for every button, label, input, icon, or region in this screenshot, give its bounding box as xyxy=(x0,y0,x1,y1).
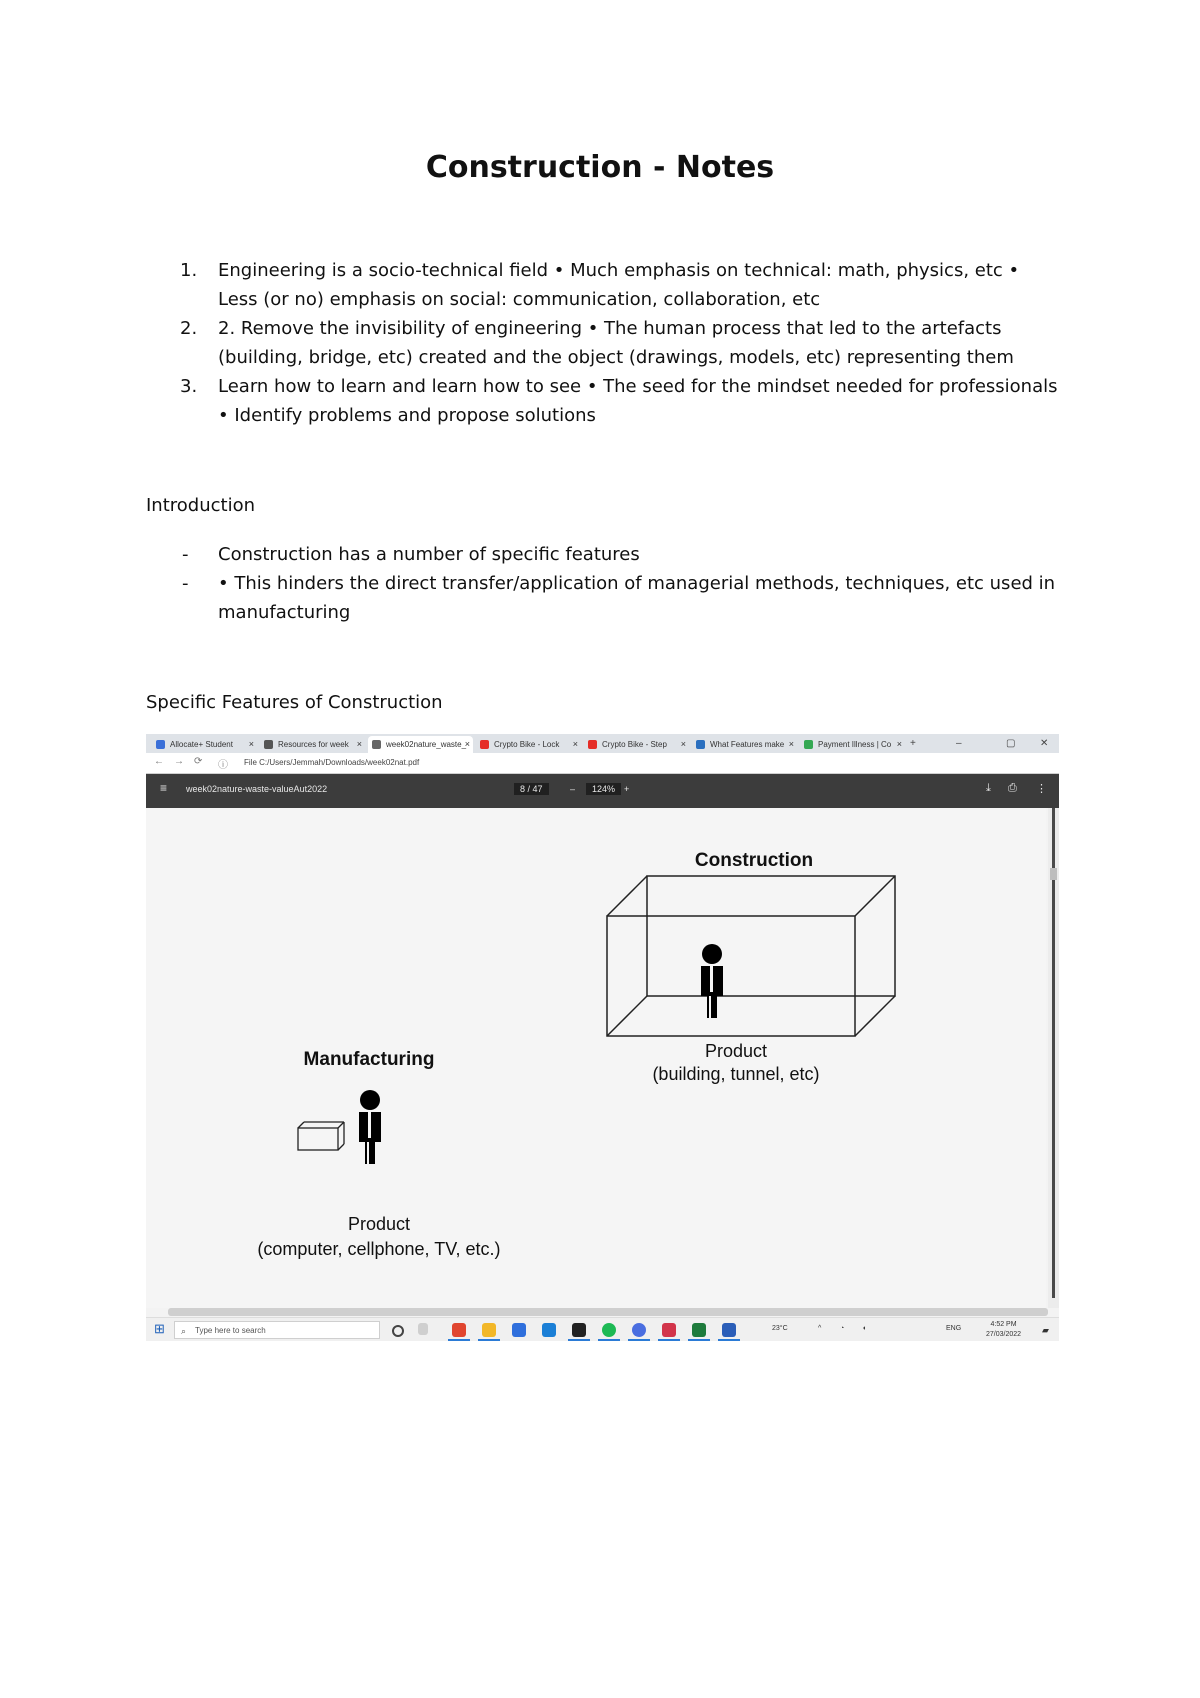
introduction-heading: Introduction xyxy=(146,495,256,516)
construction-vs-manufacturing-diagram xyxy=(146,808,1046,1308)
clock-time: 4:52 PM xyxy=(990,1321,1017,1328)
tray-chevron-icon[interactable]: ^ xyxy=(818,1325,822,1332)
back-icon[interactable]: ← xyxy=(154,756,164,767)
reload-icon[interactable]: ⟳ xyxy=(194,756,203,767)
site-info-icon[interactable]: ⓘ xyxy=(218,760,228,771)
language-indicator[interactable]: ENG xyxy=(946,1325,962,1332)
list-item-text: • This hinders the direct transfer/application of managerial methods, techniques, etc used in manufacturing xyxy=(218,573,1056,623)
url-input[interactable]: File C:/Users/Jemmah/Downloads/week02nat.pdf xyxy=(244,758,420,767)
zoom-in-button[interactable]: + xyxy=(624,784,630,794)
tab-label: Payment Illness | Co xyxy=(818,740,892,749)
taskbar-app-icon[interactable] xyxy=(512,1323,526,1337)
list-item xyxy=(180,540,1060,569)
forward-icon[interactable]: → xyxy=(174,756,184,767)
tab-favicon-icon xyxy=(372,740,381,749)
person-icon xyxy=(359,1090,381,1164)
list-number: 1. xyxy=(180,260,198,281)
start-button[interactable]: ⊞ xyxy=(154,1321,165,1336)
list-item-text: 2. Remove the invisibility of engineering • The human process that led to the artefacts (building, bridge, etc) created and the object (drawings, models, etc) representing them xyxy=(218,318,1014,368)
tab-close-icon[interactable]: × xyxy=(896,739,902,749)
tab-close-icon[interactable]: × xyxy=(788,739,794,749)
windows-taskbar xyxy=(146,1317,1059,1341)
list-dash: - xyxy=(182,573,189,594)
list-item-text: Engineering is a socio-technical field • Much emphasis on technical: math, physics, etc • Less (or no) emphasis on social: communication, collaboration, etc xyxy=(218,260,1020,310)
construction-box xyxy=(607,876,895,1036)
tab-favicon-icon xyxy=(264,740,273,749)
list-number: 3. xyxy=(180,376,198,397)
taskbar-app-icon[interactable] xyxy=(452,1323,466,1337)
network-icon[interactable]: ◔ xyxy=(840,1325,845,1332)
person-icon xyxy=(701,944,723,1018)
taskbar-app-icon[interactable] xyxy=(542,1323,556,1337)
taskbar-search-input[interactable] xyxy=(174,1321,380,1339)
list-item xyxy=(180,569,1060,627)
tab-label: Crypto Bike - Lock xyxy=(494,740,560,749)
numbered-list xyxy=(180,256,1060,430)
list-item-text: Construction has a number of specific features xyxy=(218,544,640,565)
download-icon[interactable]: ⤓ xyxy=(986,782,991,794)
taskbar-app-icon[interactable] xyxy=(662,1323,676,1337)
tab-favicon-icon xyxy=(804,740,813,749)
construction-label: Construction xyxy=(694,850,814,871)
new-tab-button[interactable]: + xyxy=(910,738,916,749)
embedded-screenshot xyxy=(146,734,1059,1341)
horizontal-scrollbar[interactable] xyxy=(168,1308,1048,1316)
print-icon[interactable]: ⎙ xyxy=(1008,782,1017,794)
tab-label: Crypto Bike - Step xyxy=(602,740,667,749)
pdf-filename: week02nature-waste-valueAut2022 xyxy=(186,784,328,794)
browser-tab[interactable] xyxy=(692,736,797,753)
taskbar-app-icon[interactable] xyxy=(692,1323,706,1337)
volume-icon[interactable]: ◖ xyxy=(862,1325,867,1332)
manufacturing-product-label: Product xyxy=(347,1214,411,1234)
maximize-button[interactable]: ▢ xyxy=(1006,738,1016,749)
page-number-input[interactable]: 8 / 47 xyxy=(514,783,549,795)
tab-close-icon[interactable]: × xyxy=(464,739,470,749)
scrollbar-track xyxy=(1052,808,1055,1298)
tab-label: Allocate+ Student xyxy=(170,740,233,749)
taskbar-app-icon[interactable] xyxy=(572,1323,586,1337)
taskbar-app-icon[interactable] xyxy=(632,1323,646,1337)
browser-tab[interactable] xyxy=(584,736,689,753)
tab-close-icon[interactable]: × xyxy=(248,739,254,749)
vertical-scrollbar[interactable] xyxy=(1048,808,1059,1308)
browser-tab[interactable] xyxy=(152,736,257,753)
construction-product-label: Product xyxy=(704,1041,768,1061)
browser-tab-active[interactable] xyxy=(368,736,473,753)
search-icon: ⌕ xyxy=(181,1326,187,1336)
construction-examples-label: (building, tunnel, etc) xyxy=(652,1064,820,1084)
pdf-toolbar xyxy=(146,774,1059,808)
tab-close-icon[interactable]: × xyxy=(572,739,578,749)
browser-tab[interactable] xyxy=(260,736,365,753)
pdf-page xyxy=(146,808,1046,1308)
manufacturing-label: Manufacturing xyxy=(303,1049,435,1070)
page-title: Construction - Notes xyxy=(425,150,775,185)
task-view-icon[interactable] xyxy=(392,1325,404,1337)
introduction-list xyxy=(180,540,1060,627)
browser-tab[interactable] xyxy=(800,736,905,753)
tab-close-icon[interactable]: × xyxy=(680,739,686,749)
browser-tab[interactable] xyxy=(476,736,581,753)
clock-date: 27/03/2022 xyxy=(986,1331,1022,1338)
taskbar-app-icon[interactable] xyxy=(602,1323,616,1337)
tab-favicon-icon xyxy=(156,740,165,749)
menu-icon[interactable]: ≡ xyxy=(160,781,168,795)
tab-label: What Features make xyxy=(710,740,785,749)
tab-label: week02nature_waste_ xyxy=(386,740,467,749)
tab-favicon-icon xyxy=(696,740,705,749)
address-bar xyxy=(146,753,1059,774)
list-item-text: Learn how to learn and learn how to see • The seed for the mindset needed for professionals • Identify problems and propose solutions xyxy=(218,376,1058,426)
list-number: 2. xyxy=(180,318,198,339)
minimize-button[interactable]: – xyxy=(956,738,962,749)
browser-tab-bar xyxy=(146,734,1059,753)
zoom-out-button[interactable]: – xyxy=(570,784,576,794)
widgets-icon[interactable] xyxy=(418,1323,428,1335)
tab-favicon-icon xyxy=(588,740,597,749)
tab-close-icon[interactable]: × xyxy=(356,739,362,749)
taskbar-clock[interactable] xyxy=(986,1320,1021,1340)
weather-indicator[interactable]: 23°C xyxy=(772,1325,788,1332)
list-item xyxy=(180,256,1060,314)
taskbar-app-icon[interactable] xyxy=(482,1323,496,1337)
small-product-box xyxy=(298,1122,344,1150)
zoom-level[interactable]: 124% xyxy=(586,783,621,795)
notification-icon[interactable]: ▰ xyxy=(1042,1325,1049,1335)
taskbar-app-icon[interactable] xyxy=(722,1323,736,1337)
features-heading: Specific Features of Construction xyxy=(146,692,443,713)
tab-favicon-icon xyxy=(480,740,489,749)
more-options-icon[interactable]: ⋮ xyxy=(1036,783,1047,795)
list-item xyxy=(180,372,1060,430)
window-close-button[interactable]: ✕ xyxy=(1040,738,1049,749)
search-placeholder: Type here to search xyxy=(195,1326,266,1335)
manufacturing-examples-label: (computer, cellphone, TV, etc.) xyxy=(257,1239,501,1259)
list-item xyxy=(180,314,1060,372)
tab-label: Resources for week xyxy=(278,740,349,749)
list-dash: - xyxy=(182,544,189,565)
scrollbar-thumb[interactable] xyxy=(1050,868,1057,880)
